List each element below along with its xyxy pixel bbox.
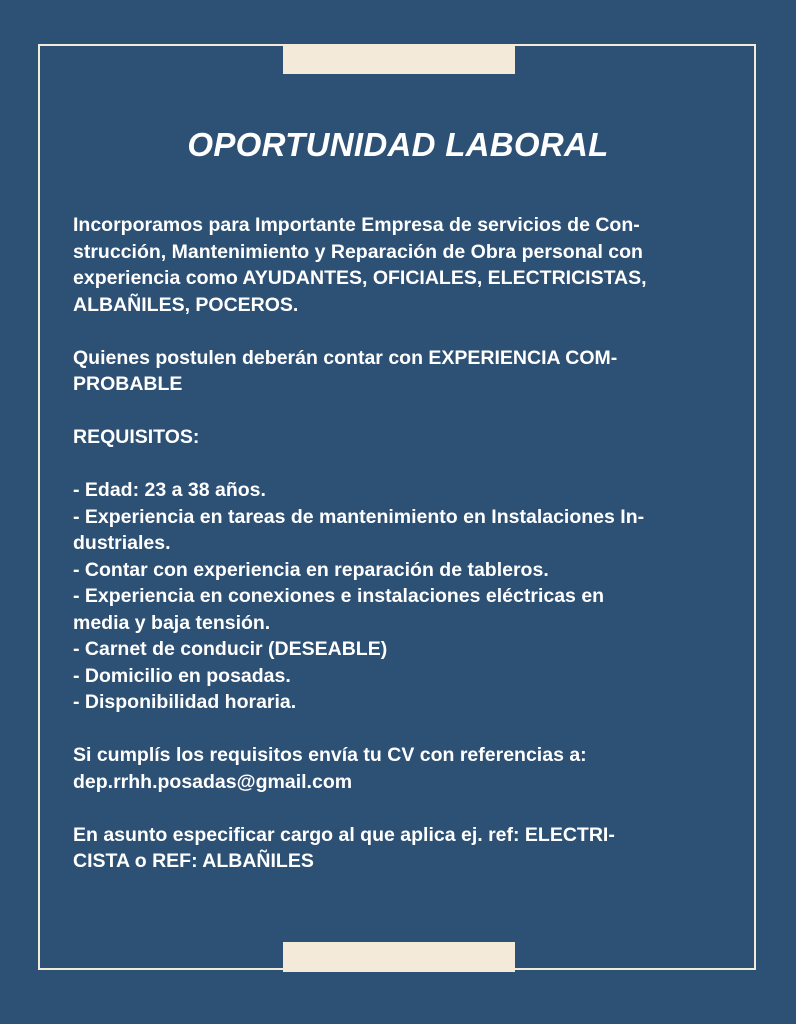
subject-paragraph [73,822,733,875]
intro-line: Incorporamos para Importante Empresa de servicios de Con- [73,214,640,236]
poster-body [73,212,733,875]
requirement-line: - Disponibilidad horaria. [73,691,297,713]
intro-line: strucción, Mantenimiento y Reparación de Obra personal con [73,240,643,263]
intro-line: experiencia como AYUDANTES, OFICIALES, ELECTRICISTAS, [73,267,647,289]
requirement-line: - Experiencia en conexiones e instalaciones eléctricas en [73,585,605,607]
poster-title: OPORTUNIDAD LABORAL [187,126,609,163]
experience-paragraph [73,345,733,398]
experience-line: PROBABLE [73,373,183,395]
requirement-line: - Edad: 23 a 38 años. [73,479,266,501]
contact-paragraph [73,742,733,795]
requirements-list [73,477,733,716]
experience-line: Quienes postulen deberán contar con EXPERIENCIA COM- [73,346,618,369]
contact-email[interactable]: dep.rrhh.posadas@gmail.com [73,770,353,793]
requirement-line: - Experiencia en tareas de mantenimiento en Instalaciones In- [73,505,645,528]
requirement-line: - Domicilio en posadas. [73,664,291,687]
subject-line: En asunto especificar cargo al que aplica ej. ref: ELECTRI- [73,823,615,846]
requirement-line: - Carnet de conducir (DESEABLE) [73,638,388,660]
contact-line: Si cumplís los requisitos envía tu CV con referencias a: [73,744,587,766]
requirement-line: - Contar con experiencia en reparación de tableros. [73,558,549,581]
top-decorative-tab [283,44,515,74]
requirements-heading: REQUISITOS: [73,426,200,448]
bottom-decorative-tab [283,942,515,972]
requirement-line: dustriales. [73,532,171,554]
intro-paragraph [73,212,733,318]
subject-line: CISTA o REF: ALBAÑILES [73,850,314,872]
intro-line: ALBAÑILES, POCEROS. [73,293,299,316]
requirement-line: media y baja tensión. [73,611,271,634]
